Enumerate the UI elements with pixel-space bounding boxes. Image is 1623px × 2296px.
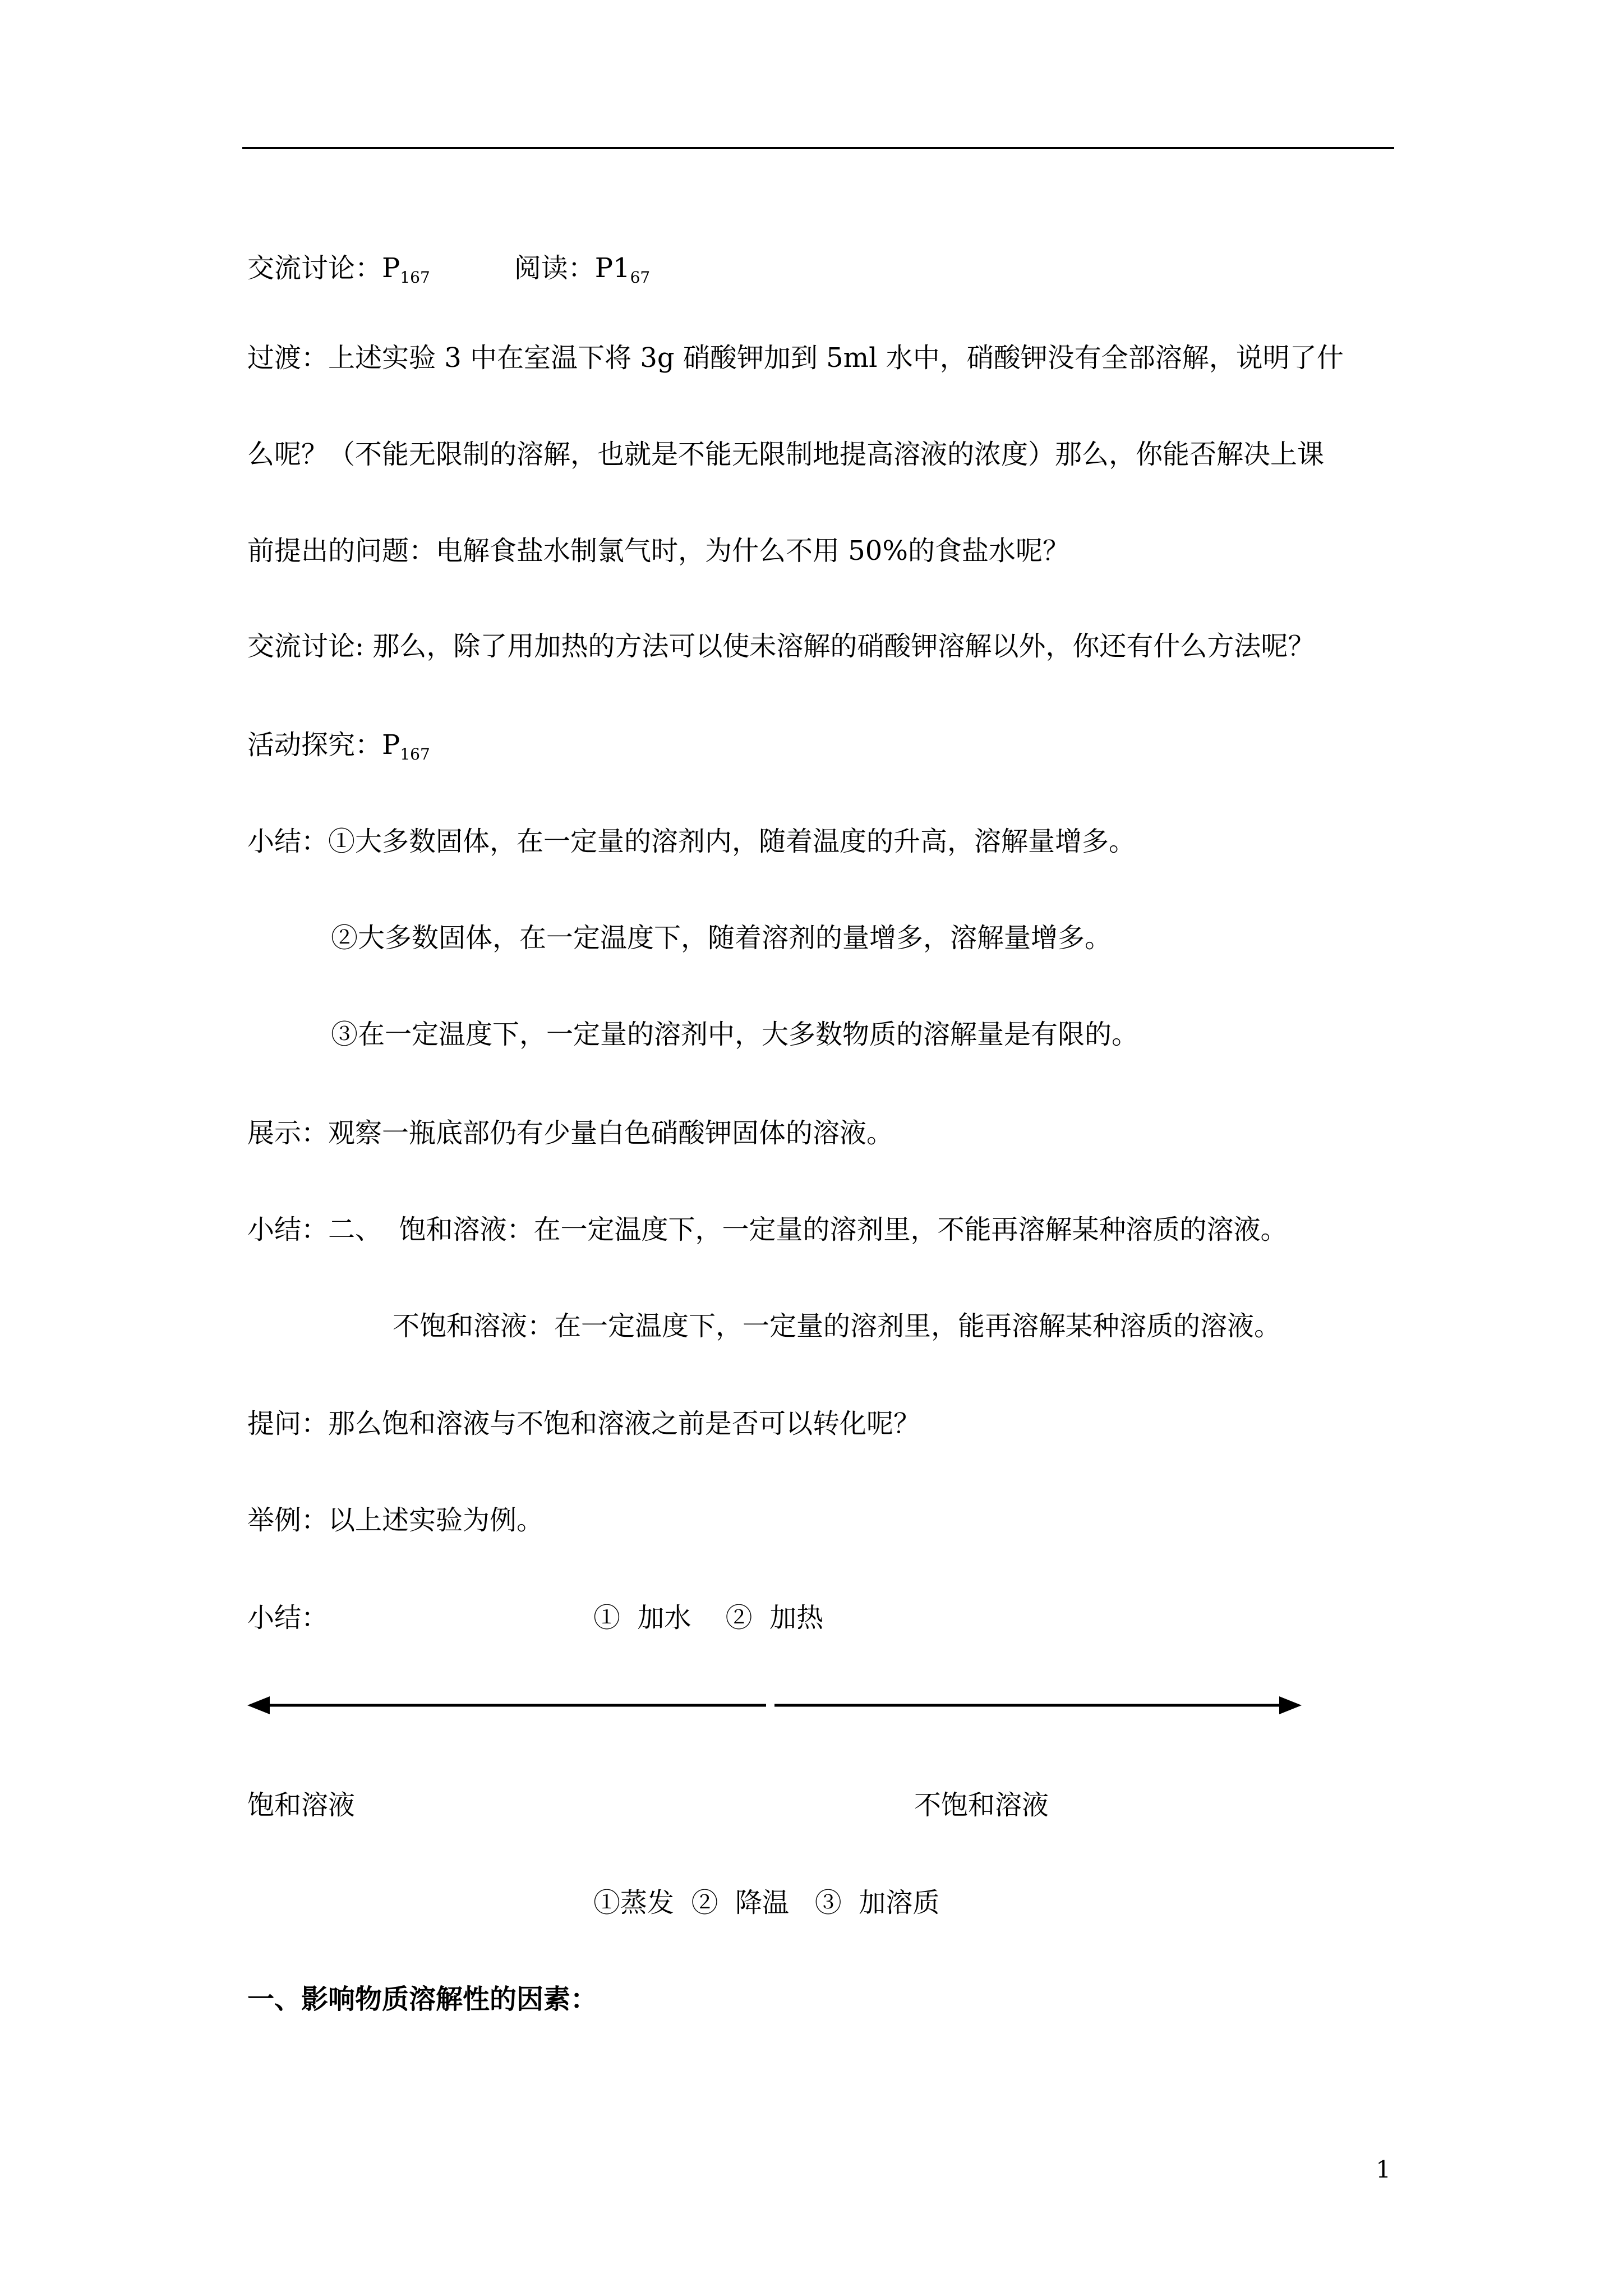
diagram-top-methods: ① 加水 ② 加热: [593, 1602, 824, 1634]
summary-point-2: ②大多数固体，在一定温度下，随着溶剂的量增多，溶解量增多。: [331, 922, 1112, 954]
section-heading: 一、影响物质溶解性的因素：: [247, 1984, 598, 2015]
arrow-left-head: [247, 1696, 270, 1714]
page-number: 1: [1376, 2156, 1391, 2183]
diagram-bottom-methods: ①蒸发 ② 降温 ③ 加溶质: [593, 1887, 940, 1918]
activity-page-sub: 167: [400, 745, 430, 763]
reading-page-sub: 67: [630, 268, 651, 287]
activity-label: 活动探究：P: [247, 729, 400, 761]
paragraph-transition-1: 过渡：上述实验 3 中在室温下将 3g 硝酸钾加到 5ml 水中，硝酸钾没有全部溶解，说明了什: [247, 342, 1344, 374]
paragraph-example: 举例：以上述实验为例。: [247, 1504, 544, 1536]
reading-label: 阅读：P1: [514, 252, 630, 284]
paragraph-demonstration: 展示：观察一瓶底部仍有少量白色硝酸钾固体的溶液。: [247, 1117, 894, 1149]
conversion-arrow: [247, 1683, 1302, 1728]
paragraph-discussion-2: 交流讨论: 那么，除了用加热的方法可以使未溶解的硝酸钾溶解以外，你还有什么方法呢？: [247, 631, 1315, 662]
discussion-page-sub: 167: [400, 268, 430, 287]
diagram-left-state: 饱和溶液: [247, 1789, 356, 1821]
definition-saturated: 小结：二、 饱和溶液：在一定温度下，一定量的溶剂里，不能再溶解某种溶质的溶液。: [247, 1214, 1288, 1245]
summary-point-1: 小结：①大多数固体，在一定量的溶剂内，随着温度的升高，溶解量增多。: [247, 826, 1136, 857]
paragraph-question: 提问：那么饱和溶液与不饱和溶液之前是否可以转化呢？: [247, 1408, 921, 1439]
header-rule: [242, 147, 1394, 149]
arrow-right-head: [1279, 1696, 1302, 1714]
summary-point-3: ③在一定温度下，一定量的溶剂中，大多数物质的溶解量是有限的。: [331, 1019, 1139, 1050]
paragraph-activity: [247, 727, 1425, 763]
discussion-label: 交流讨论：P: [247, 252, 400, 284]
definition-unsaturated: 不饱和溶液：在一定温度下，一定量的溶剂里，能再溶解某种溶质的溶液。: [393, 1310, 1281, 1342]
diagram-right-state: 不饱和溶液: [914, 1789, 1049, 1821]
paragraph-transition-3: 前提出的问题：电解食盐水制氯气时，为什么不用 50%的食盐水呢？: [247, 535, 1069, 567]
diagram-summary-label: 小结：: [247, 1602, 329, 1634]
paragraph-transition-2: 么呢？（不能无限制的溶解，也就是不能无限制地提高溶液的浓度）那么，你能否解决上课: [247, 439, 1325, 470]
paragraph-discussion-reading: [247, 250, 1425, 286]
